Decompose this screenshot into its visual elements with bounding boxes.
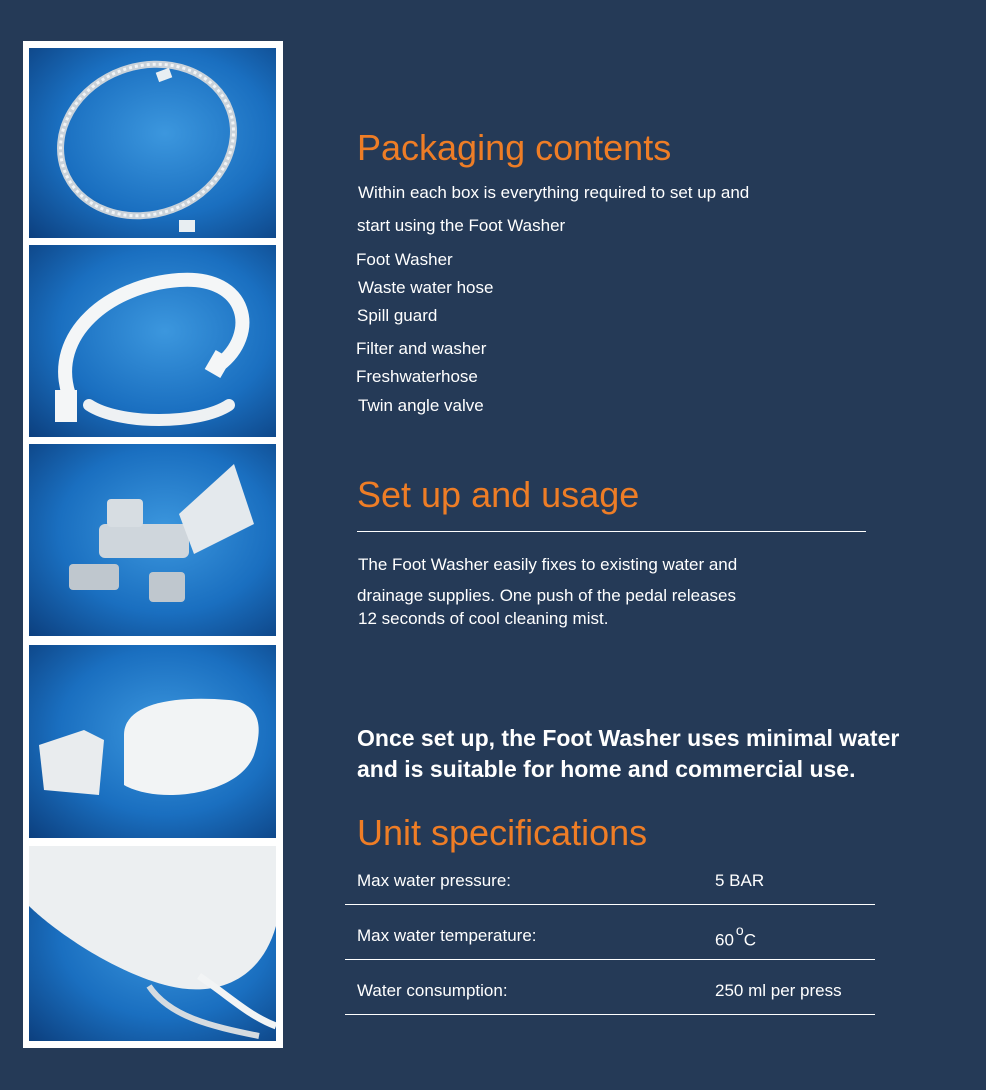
temperature-number: 60: [715, 930, 734, 950]
foot-washer-unit-image: [29, 846, 276, 1041]
degree-symbol: o: [735, 922, 744, 938]
product-image-strip: [23, 41, 283, 1048]
packaging-item: Twin angle valve: [358, 396, 484, 415]
packaging-item: Freshwaterhose: [356, 367, 478, 386]
highlight-statement: [357, 723, 967, 785]
packaging-intro-line-2: start using the Foot Washer: [357, 216, 566, 235]
setup-heading: Set up and usage: [357, 474, 640, 515]
setup-divider: [357, 531, 866, 532]
spill-guard-image: [29, 645, 276, 838]
packaging-item: Waste water hose: [358, 278, 494, 297]
spec-divider: [345, 1014, 875, 1015]
packaging-item: Foot Washer: [356, 250, 453, 269]
twin-angle-valve-image: [29, 444, 276, 636]
highlight-line-1: Once set up, the Foot Washer uses minimal water: [357, 725, 900, 751]
packaging-intro-line-1: Within each box is everything required to set up and: [358, 183, 750, 202]
waste-water-hose-image: [29, 245, 276, 437]
specs-heading: Unit specifications: [357, 812, 648, 853]
spec-divider: [345, 904, 875, 905]
packaging-item: Spill guard: [357, 306, 438, 325]
setup-line-2: drainage supplies. One push of the pedal releases: [357, 586, 736, 605]
spec-value-pressure: 5 BAR: [715, 871, 765, 890]
spec-value-consumption: 250 ml per press: [715, 981, 842, 1000]
spec-label-temperature: Max water temperature:: [357, 926, 537, 945]
packaging-item: Filter and washer: [356, 339, 487, 358]
setup-line-3: 12 seconds of cool cleaning mist.: [358, 609, 609, 628]
temperature-unit: C: [743, 930, 756, 950]
spec-label-consumption: Water consumption:: [357, 981, 508, 1000]
setup-line-1: The Foot Washer easily fixes to existing water and: [358, 555, 738, 574]
packaging-heading: Packaging contents: [357, 127, 672, 168]
braided-hose-image: [29, 48, 276, 238]
spec-value-temperature: [715, 922, 756, 951]
spec-divider: [345, 959, 875, 960]
highlight-line-2: and is suitable for home and commercial use.: [357, 756, 856, 782]
spec-label-pressure: Max water pressure:: [357, 871, 511, 890]
